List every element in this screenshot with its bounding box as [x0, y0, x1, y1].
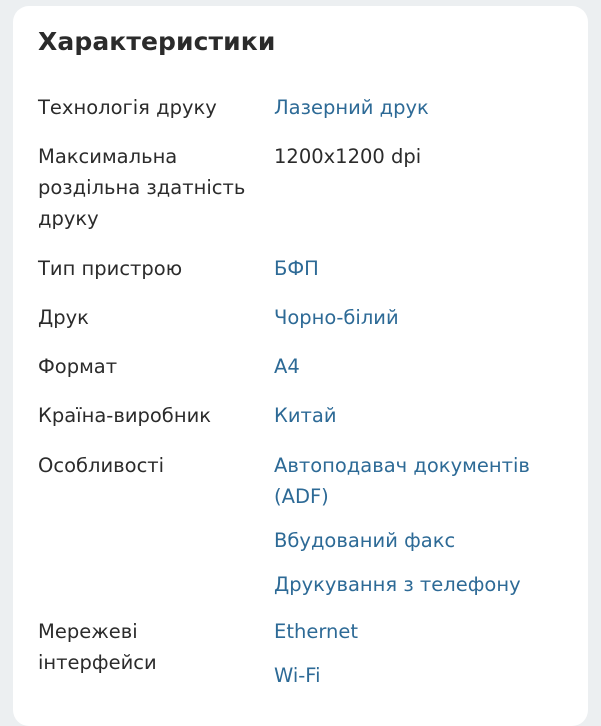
spec-values: [274, 92, 574, 123]
spec-values: [274, 351, 574, 382]
spec-value-text: 1200x1200 dpi: [274, 145, 422, 168]
spec-label: Країна-виробник: [38, 404, 212, 427]
spec-values: [274, 450, 574, 600]
spec-value-link[interactable]: Ethernet: [274, 620, 358, 643]
spec-label: Технологія друку: [38, 96, 217, 119]
spec-values: [274, 253, 574, 284]
spec-value-link[interactable]: Китай: [274, 404, 337, 427]
spec-value-link[interactable]: Чорно-білий: [274, 306, 399, 329]
spec-values: [274, 400, 574, 431]
spec-value-link[interactable]: Автоподавач документів (ADF): [274, 454, 530, 508]
spec-value-link[interactable]: Друкування з телефону: [274, 573, 521, 596]
spec-value-link[interactable]: Вбудований факс: [274, 529, 456, 552]
spec-label: Мережеві інтерфейси: [38, 620, 157, 674]
spec-value-link[interactable]: БФП: [274, 257, 319, 280]
spec-values: [274, 616, 574, 691]
spec-value-link[interactable]: Лазерний друк: [274, 96, 429, 119]
spec-label: Особливості: [38, 454, 165, 477]
section-title: Характеристики: [38, 27, 276, 56]
spec-label: Друк: [38, 306, 89, 329]
spec-value-link[interactable]: A4: [274, 355, 300, 378]
spec-label: Тип пристрою: [38, 257, 183, 280]
spec-values: [274, 141, 574, 172]
spec-label: Максимальна роздільна здатність друку: [38, 145, 246, 230]
spec-values: [274, 302, 574, 333]
spec-value-link[interactable]: Wi-Fi: [274, 664, 321, 687]
spec-label: Формат: [38, 355, 118, 378]
